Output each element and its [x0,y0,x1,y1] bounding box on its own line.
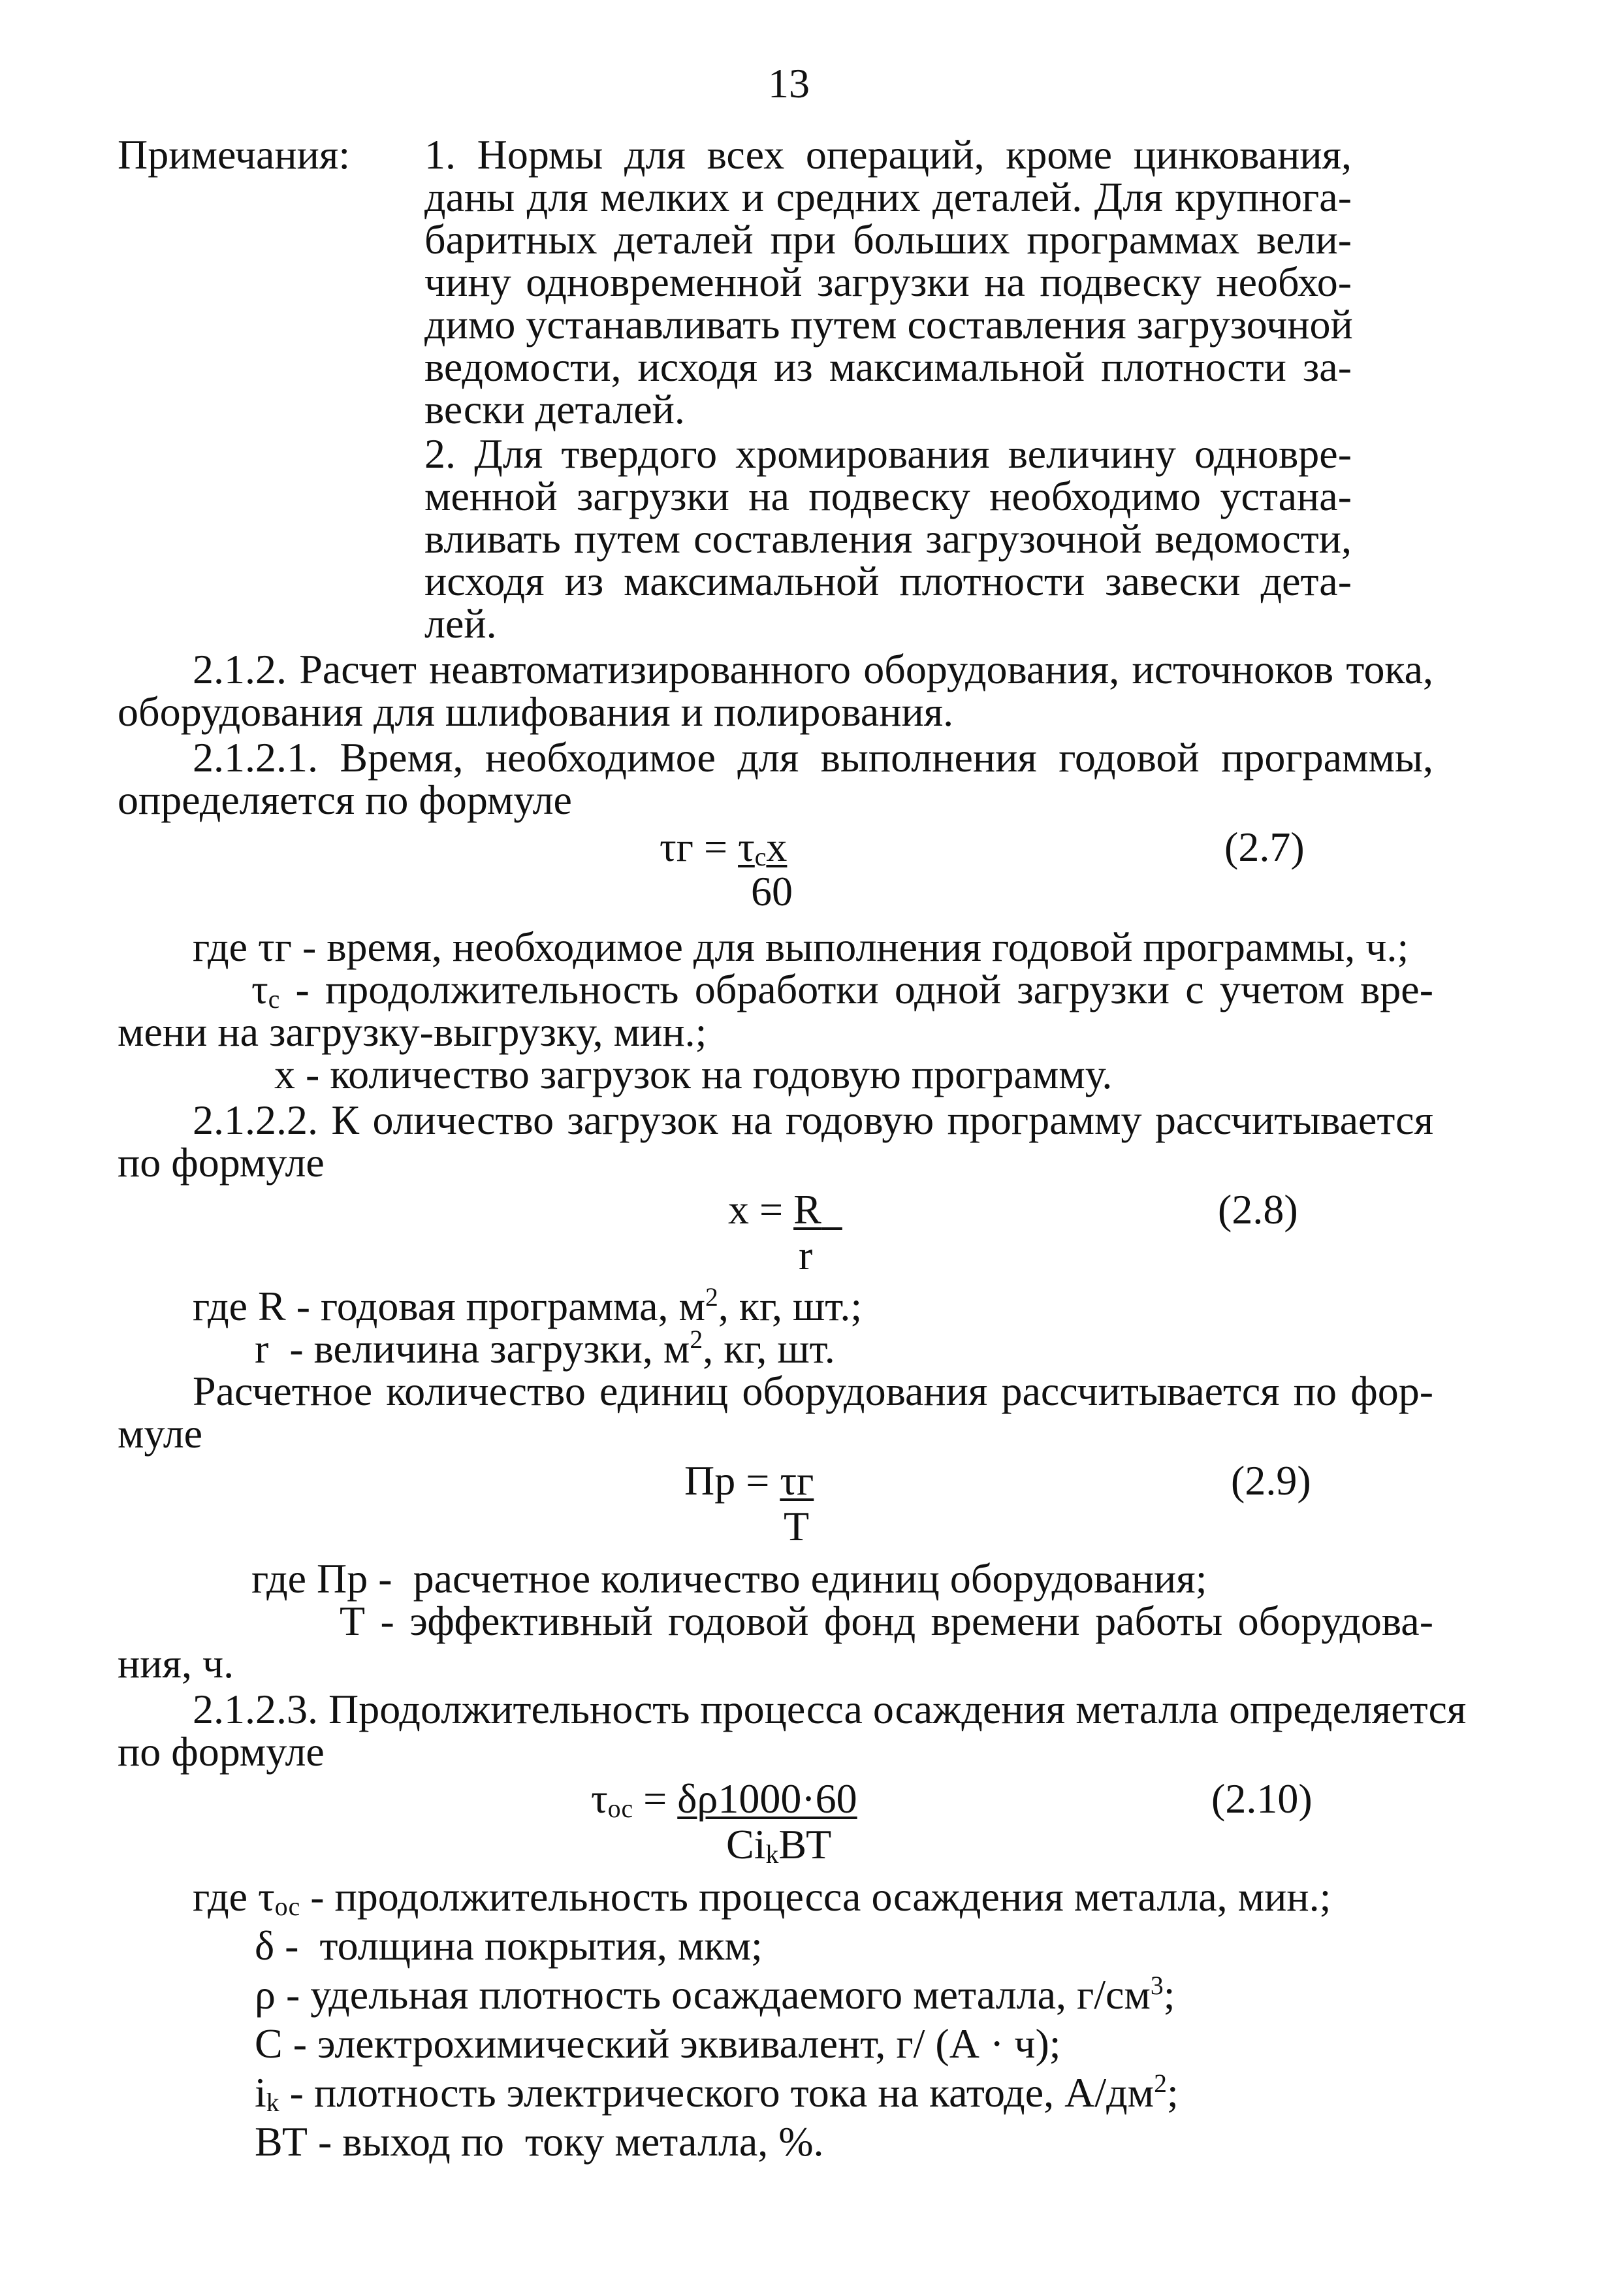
note-1-line-6: ведомости, исходя из максимальной плотности за- [424,344,1352,390]
formula-2-10: $\tau_{ос} = \delta\rho 1000\cdot 60$ [591,1775,857,1824]
formula-2-8: x = R [728,1186,821,1233]
where-2-10-line-2: δ - толщина покрытия, мкм; [255,1922,763,1969]
where-2-9-line-3: ния, ч. [118,1640,234,1687]
section-2-1-2-1-line-2: определяется по формуле [118,777,572,823]
section-2-1-2-2-line-2: по формуле [118,1139,325,1186]
count-paragraph-line-2: муле [118,1410,203,1457]
note-2-line-1: 2. Для твердого хромирования величину одновре- [424,430,1352,477]
section-2-1-2-1-line-1: 2.1.2.1. Время, необходимое для выполнения годовой программы, [193,734,1433,781]
note-2-line-5: лей. [424,600,497,647]
where-2-7-line-1: где τг - время, необходимое для выполнения годовой программы, ч.; [193,924,1409,970]
count-paragraph-line-1: Расчетное количество единиц оборудования рассчитывается по фор- [193,1368,1433,1414]
where-2-9-line-2: Т - эффективный годовой фонд времени работы оборудова- [340,1598,1433,1644]
formula-2-7-number: (2.7) [1224,824,1305,870]
where-2-7-line-4: x - количество загрузок на годовую программу. [274,1051,1113,1097]
note-2-line-2: менной загрузки на подвеску необходимо устана- [424,473,1352,519]
note-1-line-5: димо устанавливать путем составления загрузочной [424,301,1353,347]
where-2-7-line-3: мени на загрузку-выгрузку, мин.; [118,1009,707,1055]
formula-2-8-denominator: r [799,1232,813,1278]
formula-2-9-number: (2.9) [1231,1457,1311,1504]
where-2-10-line-6: ВТ - выход по току металла, %. [255,2118,824,2165]
formula-2-7-denominator: 60 [751,868,793,914]
notes-label: Примечания: [118,131,351,178]
where-2-10-line-4: С - электрохимический эквивалент, г/ (А · ч); [255,2020,1061,2067]
note-1-line-4: чину одновременной загрузки на подвеску необхо- [424,259,1352,305]
where-2-9-line-1: где Пр - расчетное количество единиц оборудования; [251,1555,1207,1602]
formula-2-7: $\tau г = \tau_cx$ [660,824,788,872]
where-2-7-line-2: $\tau_c$ - продолжительность обработки одной загрузки с учетом вре- [251,966,1433,1014]
section-2-1-2-line-2: оборудования для шлифования и полирования. [118,688,954,735]
formula-2-9: Пр = τг [684,1457,814,1504]
formula-2-10-denominator: $Ci_kВТ$ [726,1821,832,1869]
page-number: 13 [768,60,810,106]
section-2-1-2-3-line-1: 2.1.2.3. Продолжительность процесса осаждения металла определяется [193,1686,1467,1732]
section-2-1-2-2-line-1: 2.1.2.2. К оличество загрузок на годовую программу рассчитывается [193,1097,1433,1143]
where-2-10-line-5: $i_k$ - плотность электрического тока на катоде, $А/дм^2$; [255,2069,1179,2118]
where-2-10-line-1: где $\tau_{ос}$ - продолжительность процесса осаждения металла, мин.; [193,1873,1331,1922]
section-2-1-2-line-1: 2.1.2. Расчет неавтоматизированного оборудования, источноков тока, [193,646,1433,692]
where-2-10-line-3: ρ - удельная плотность осаждаемого металла, $г/см^3$; [255,1971,1175,2018]
where-2-8-line-2: r - величина загрузки, $м^2$, кг, шт. [255,1325,835,1372]
note-2-line-3: вливать путем составления загрузочной ведомости, [424,515,1352,562]
formula-2-9-denominator: Т [784,1503,810,1549]
formula-2-10-number: (2.10) [1211,1775,1313,1822]
note-1-line-1: 1. Нормы для всех операций, кроме цинкования, [424,131,1352,178]
note-2-line-4: исходя из максимальной плотности завески дета- [424,558,1352,604]
note-1-line-7: вески деталей. [424,386,685,432]
note-1-line-2: даны для мелких и средних деталей. Для крупнога- [424,174,1352,220]
note-1-line-3: баритных деталей при больших программах вели- [424,216,1352,263]
formula-2-8-number: (2.8) [1218,1186,1298,1233]
where-2-8-line-1: где R - годовая программа, $м^2$, кг, шт.; [193,1283,863,1329]
section-2-1-2-3-line-2: по формуле [118,1728,325,1775]
